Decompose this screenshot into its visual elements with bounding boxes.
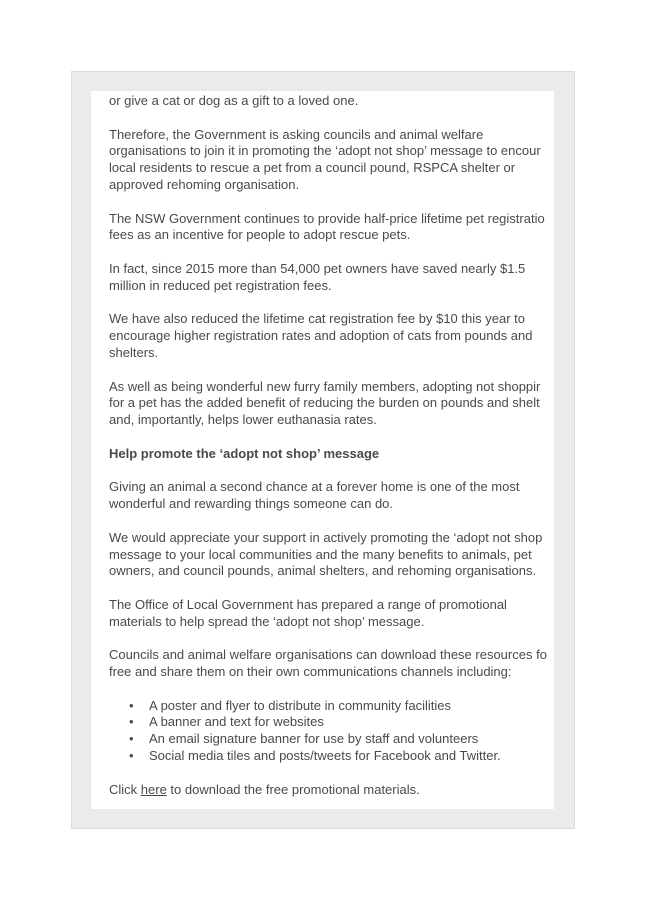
list-item-text: A banner and text for websites: [149, 714, 324, 730]
paragraph-line: Giving an animal a second chance at a forever home is one of the most: [109, 479, 520, 495]
list-item: [109, 731, 554, 748]
paragraph-line: The Office of Local Government has prepared a range of promotional: [109, 596, 507, 612]
list-item: [109, 714, 554, 731]
paragraph-line: or give a cat or dog as a gift to a loved one.: [109, 93, 359, 108]
closing-prefix: Click: [109, 781, 141, 797]
bullet-icon: •: [129, 697, 134, 713]
paragraph-line: encourage higher registration rates and adoption of cats from pounds and: [109, 328, 533, 344]
bullet-icon: •: [129, 731, 134, 747]
document-panel: [91, 91, 554, 809]
paragraph-line: wonderful and rewarding things someone can do.: [109, 496, 394, 512]
paragraph-line: message to your local communities and the many benefits to animals, pet: [109, 546, 532, 562]
list-item: [109, 698, 554, 715]
paragraph-line: As well as being wonderful new furry family members, adopting not shoppir: [109, 378, 541, 394]
bullet-icon: •: [129, 748, 134, 764]
closing-line: [109, 782, 554, 799]
paragraph-line: organisations to join it in promoting the ‘adopt not shop’ message to encour: [109, 143, 541, 159]
list-item-text: A poster and flyer to distribute in community facilities: [149, 697, 452, 713]
list-item-text: An email signature banner for use by staff and volunteers: [149, 731, 479, 747]
bullet-icon: •: [129, 714, 134, 730]
closing-suffix: to download the free promotional materials.: [166, 781, 420, 797]
paragraph-line: materials to help spread the ‘adopt not shop’ message.: [109, 613, 425, 629]
paragraph-line: million in reduced pet registration fees.: [109, 277, 332, 293]
paragraph-line: Councils and animal welfare organisations can download these resources fo: [109, 647, 547, 663]
section-heading: Help promote the ‘adopt not shop’ message: [109, 445, 380, 461]
paragraph-line: fees as an incentive for people to adopt rescue pets.: [109, 227, 411, 243]
paragraph-line: free and share them on their own communications channels including:: [109, 664, 512, 680]
paragraph-line: We would appreciate your support in actively promoting the ‘adopt not shop: [109, 529, 543, 545]
paragraph-line: shelters.: [109, 344, 159, 360]
list-item: [109, 748, 554, 765]
paragraph-line: Therefore, the Government is asking councils and animal welfare: [109, 126, 484, 142]
paragraph-line: approved rehoming organisation.: [109, 176, 300, 192]
paragraph-line: owners, and council pounds, animal shelters, and rehoming organisations.: [109, 563, 537, 579]
paragraph-line: for a pet has the added benefit of reducing the burden on pounds and shelt: [109, 395, 540, 411]
paragraph-line: local residents to rescue a pet from a council pound, RSPCA shelter or: [109, 160, 516, 176]
resource-list: [109, 698, 554, 765]
list-item-text: Social media tiles and posts/tweets for Facebook and Twitter.: [149, 748, 501, 764]
download-link[interactable]: here: [140, 781, 167, 797]
paragraph-line: The NSW Government continues to provide half-price lifetime pet registratio: [109, 210, 545, 226]
paragraph-line: We have also reduced the lifetime cat registration fee by $10 this year to: [109, 311, 525, 327]
document-body: [109, 93, 554, 798]
paragraph-line: and, importantly, helps lower euthanasia rates.: [109, 412, 377, 428]
paragraph-line: In fact, since 2015 more than 54,000 pet owners have saved nearly $1.5: [109, 260, 526, 276]
